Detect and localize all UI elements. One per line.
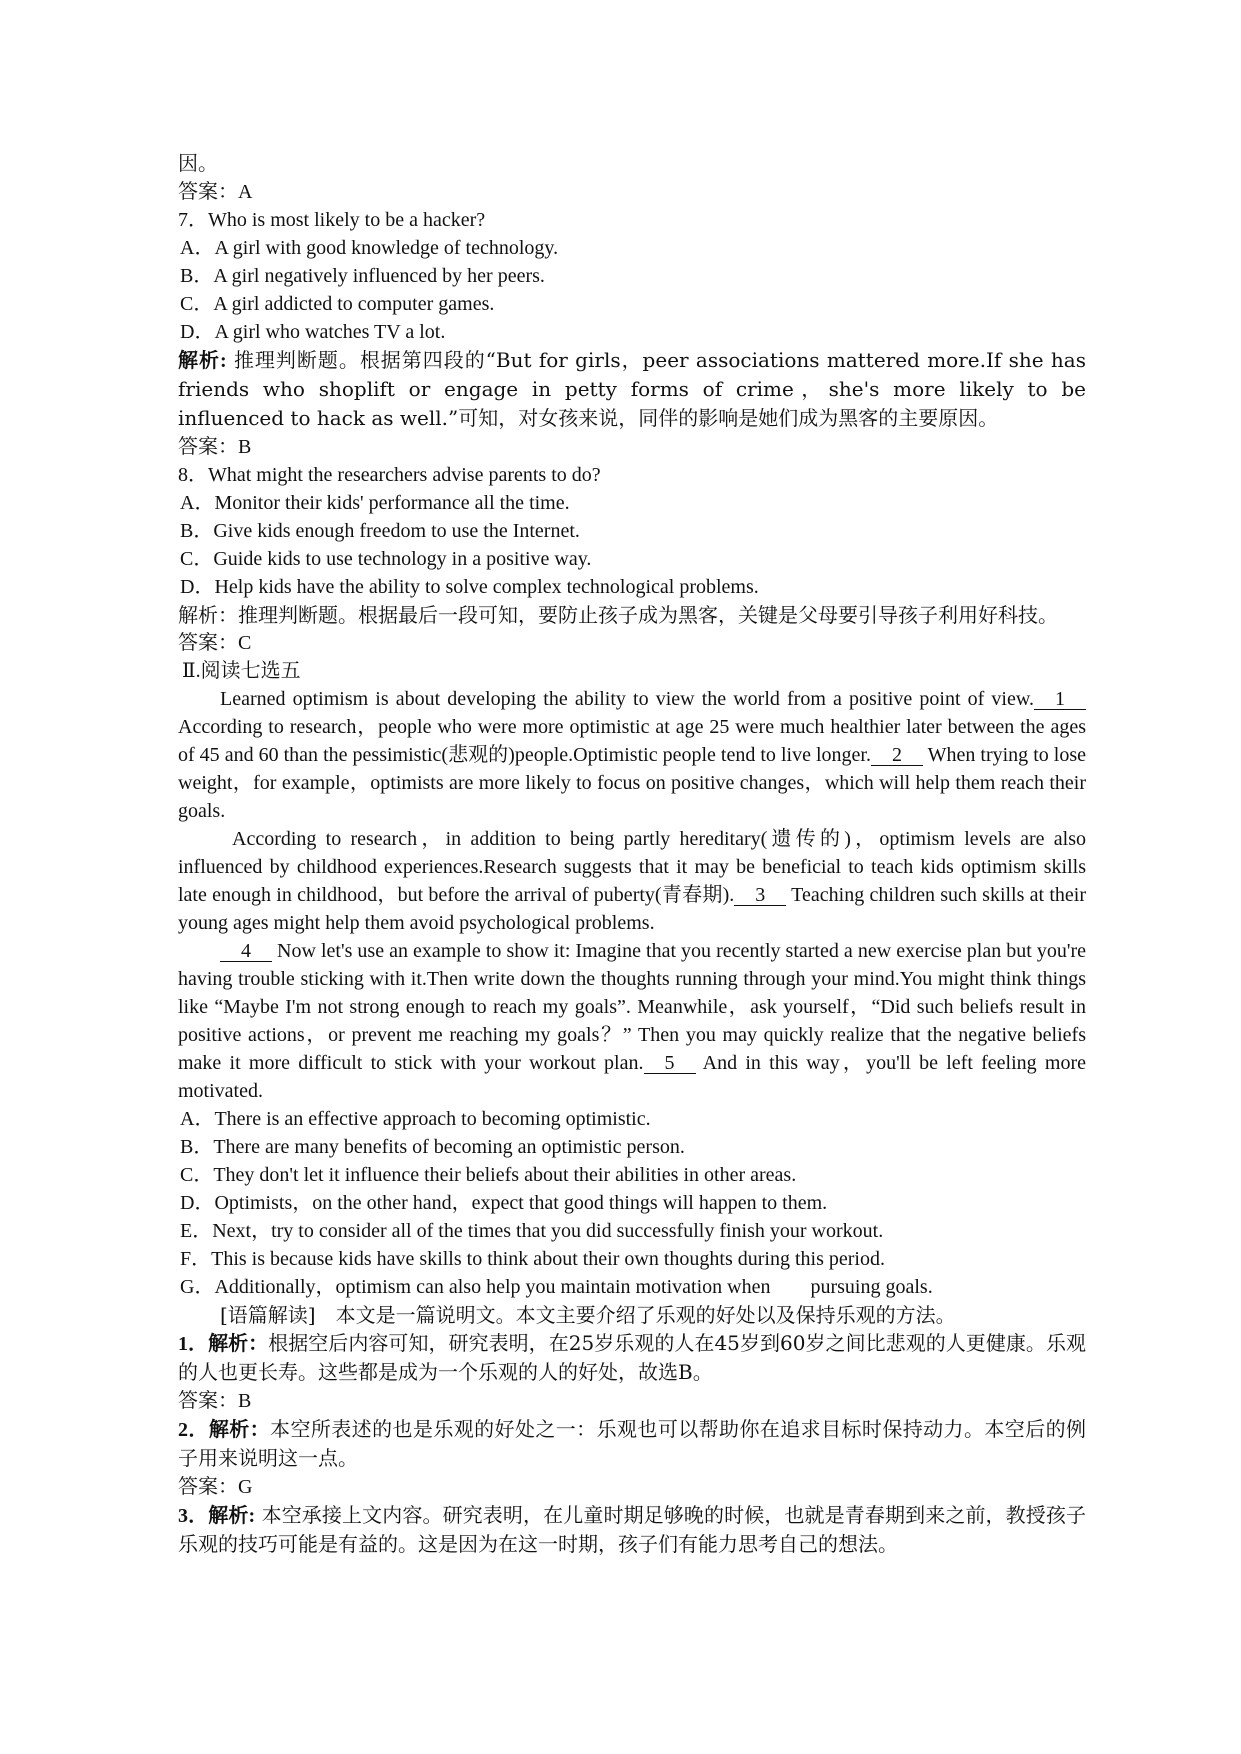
answer-2-analysis bbox=[178, 1415, 1086, 1473]
question-8: 8．What might the researchers advise parents to do? bbox=[178, 464, 601, 486]
text-line: 因。 bbox=[178, 153, 218, 175]
analysis-text: 根据空后内容可知，研究表明，在25岁乐观的人在45岁到60岁之间比悲观的人更健康。乐观的人也更长寿。这些都是成为一个乐观的人的好处，故选B。 bbox=[178, 1331, 1086, 1384]
q8-option-b: B．Give kids enough freedom to use the Internet. bbox=[180, 520, 580, 542]
analysis-label: 1．解析： bbox=[178, 1333, 269, 1355]
q7-answer: 答案：B bbox=[178, 436, 252, 458]
option-c: C．They don't let it influence their beliefs about their abilities in other areas. bbox=[180, 1164, 797, 1186]
option-b: B．There are many benefits of becoming an optimistic person. bbox=[180, 1136, 685, 1158]
section-title: Ⅱ.阅读七选五 bbox=[182, 660, 301, 682]
q8-answer: 答案：C bbox=[178, 632, 252, 654]
blank-1: 1 bbox=[1034, 689, 1086, 710]
answer-1-analysis bbox=[178, 1329, 1086, 1387]
passage-text: Teaching children such skills at their young ages might help them avoid psychological problems. bbox=[178, 884, 1087, 934]
blank-4: 4 bbox=[220, 941, 272, 962]
q7-option-b: B．A girl negatively influenced by her peers. bbox=[180, 265, 545, 287]
passage-text: Learned optimism is about developing the ability to view the world from a positive point of view. bbox=[220, 688, 1034, 710]
analysis-label: 解析: bbox=[178, 350, 227, 372]
q7-option-d: D．A girl who watches TV a lot. bbox=[180, 321, 446, 343]
passage-paragraph-1 bbox=[178, 685, 1086, 825]
option-g: G．Additionally，optimism can also help you maintain motivation when pursuing goals. bbox=[180, 1276, 933, 1298]
q7-option-a: A．A girl with good knowledge of technology. bbox=[180, 237, 559, 259]
passage-text: And in this way，you'll be left feeling more motivated. bbox=[178, 1052, 1086, 1102]
analysis-label: 3．解析: bbox=[178, 1505, 256, 1527]
passage-text: Now let's use an example to show it: Imagine that you recently started a new exercise plan but you're having trouble sticking with it.Then write down the thoughts running through your mind.You might think things like “Maybe I'm not strong enough to reach my goals”. Meanwhile，ask yourself，“Did such beliefs result in positive actions，or prevent me reaching my goals？” Then you may quickly realize that the negative beliefs make it more difficult to stick with your workout plan. bbox=[178, 940, 1086, 1074]
q8-option-c: C．Guide kids to use technology in a positive way. bbox=[180, 548, 592, 570]
analysis-label: 2．解析： bbox=[178, 1419, 271, 1441]
blank-5: 5 bbox=[644, 1053, 696, 1074]
q8-option-d: D．Help kids have the ability to solve complex technological problems. bbox=[180, 576, 759, 598]
passage-summary: [语篇解读] 本文是一篇说明文。本文主要介绍了乐观的好处以及保持乐观的方法。 bbox=[220, 1303, 956, 1327]
q7-analysis bbox=[178, 346, 1086, 433]
q8-option-a: A．Monitor their kids' performance all the time. bbox=[180, 492, 570, 514]
blank-2: 2 bbox=[871, 745, 923, 766]
analysis-text: 本空承接上文内容。研究表明，在儿童时期足够晚的时候，也就是青春期到来之前，教授孩子乐观的技巧可能是有益的。这是因为在这一时期，孩子们有能力思考自己的想法。 bbox=[178, 1503, 1086, 1556]
passage-text: According to research，in addition to being partly hereditary(遗传的)，optimism levels are also influenced by childhood experiences.Research suggests that it may be beneficial to teach kids optimism skills late enough in childhood，but before the arrival of puberty(青春期). bbox=[178, 828, 1086, 906]
q7-option-c: C．A girl addicted to computer games. bbox=[180, 293, 495, 315]
passage-paragraph-2 bbox=[178, 825, 1086, 937]
question-7: 7．Who is most likely to be a hacker? bbox=[178, 209, 486, 231]
document-content bbox=[178, 150, 1086, 1559]
option-d: D．Optimists，on the other hand，expect that good things will happen to them. bbox=[180, 1192, 828, 1214]
passage-text: When trying to lose weight，for example，optimists are more likely to focus on positive changes，which will help them reach their goals. bbox=[178, 744, 1086, 822]
option-e: E．Next，try to consider all of the times that you did successfully finish your workout. bbox=[180, 1220, 884, 1242]
passage-paragraph-3 bbox=[178, 937, 1086, 1105]
blank-3: 3 bbox=[734, 885, 786, 906]
answer-line: 答案：A bbox=[178, 181, 253, 203]
answer-2: 答案：G bbox=[178, 1476, 253, 1498]
option-f: F．This is because kids have skills to think about their own thoughts during this period. bbox=[180, 1248, 885, 1270]
analysis-text: 推理判断题。根据第四段的“But for girls，peer associations mattered more.If she has friends who shoplift or engage in petty forms of crime，she's more likely to be influenced to hack as well.”可知，对女孩来说，同伴的影响是她们成为黑客的主要原因。 bbox=[178, 348, 1086, 430]
option-a: A．There is an effective approach to becoming optimistic. bbox=[180, 1108, 651, 1130]
analysis-text: 本空所表述的也是乐观的好处之一：乐观也可以帮助你在追求目标时保持动力。本空后的例子用来说明这一点。 bbox=[178, 1417, 1087, 1470]
answer-1: 答案：B bbox=[178, 1390, 252, 1412]
passage-text: According to research，people who were more optimistic at age 25 were much healthier later between the ages of 45 and 60 than the pessimistic(悲观的)people.Optimistic people tend to live longer. bbox=[178, 716, 1086, 766]
q8-analysis: 解析：推理判断题。根据最后一段可知，要防止孩子成为黑客，关键是父母要引导孩子利用好科技。 bbox=[178, 603, 1058, 627]
answer-3-analysis bbox=[178, 1501, 1086, 1559]
